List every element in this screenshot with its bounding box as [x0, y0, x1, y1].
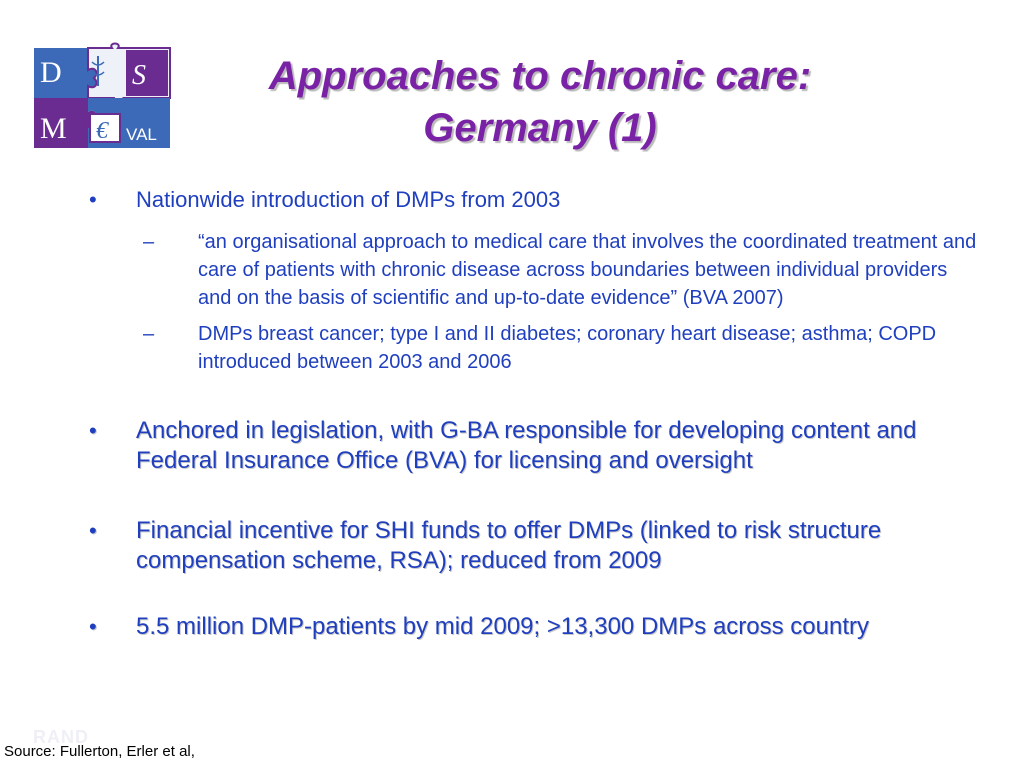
logo-letter-val: VAL	[126, 125, 157, 144]
bullet-text: Anchored in legislation, with G-BA responsible for developing content and Federal Insurance Office (BVA) for licensing and oversight	[136, 417, 917, 474]
bullet-item	[84, 416, 984, 476]
sub-bullet-item	[143, 228, 984, 312]
sub-bullet-text: “an organisational approach to medical care that involves the coordinated treatment and care of patients with chronic disease across boundaries between individual providers and on the basis of scientific and up-to-date evidence” (BVA 2007)	[198, 231, 977, 309]
bullet-text: 5.5 million DMP-patients by mid 2009; >13,300 DMPs across country	[136, 613, 869, 640]
slide-title	[180, 50, 900, 154]
logo-euro-symbol: €	[96, 118, 108, 144]
puzzle-logo-icon	[32, 42, 172, 150]
logo-letter-d: D	[40, 56, 62, 89]
title-line-2: Germany (1)	[423, 106, 657, 150]
bullet-icon: •	[89, 614, 97, 639]
logo-letter-m: M	[40, 112, 67, 145]
title-line-1: Approaches to chronic care:	[268, 54, 812, 98]
sub-bullet-text: DMPs breast cancer; type I and II diabetes; coronary heart disease; asthma; COPD introduced between 2003 and 2006	[198, 323, 937, 373]
source-citation: Source: Fullerton, Erler et al,	[4, 743, 195, 760]
dash-icon: –	[143, 323, 155, 345]
bullet-icon: •	[89, 418, 97, 443]
bullet-item	[84, 516, 984, 576]
dsmeval-logo	[32, 42, 172, 150]
dash-icon: –	[143, 231, 155, 253]
bullet-icon: •	[89, 187, 97, 212]
bullet-item	[84, 186, 984, 214]
sub-bullet-item	[143, 320, 984, 376]
bullet-text: Financial incentive for SHI funds to offer DMPs (linked to risk structure compensation scheme, RSA); reduced from 2009	[136, 517, 882, 574]
bullet-text: Nationwide introduction of DMPs from 2003	[136, 187, 561, 212]
logo-letter-s: S	[132, 60, 146, 91]
bullet-icon: •	[89, 518, 97, 543]
bullet-item	[84, 612, 984, 642]
slide-content	[84, 186, 984, 642]
rand-watermark: RAND	[33, 727, 89, 747]
